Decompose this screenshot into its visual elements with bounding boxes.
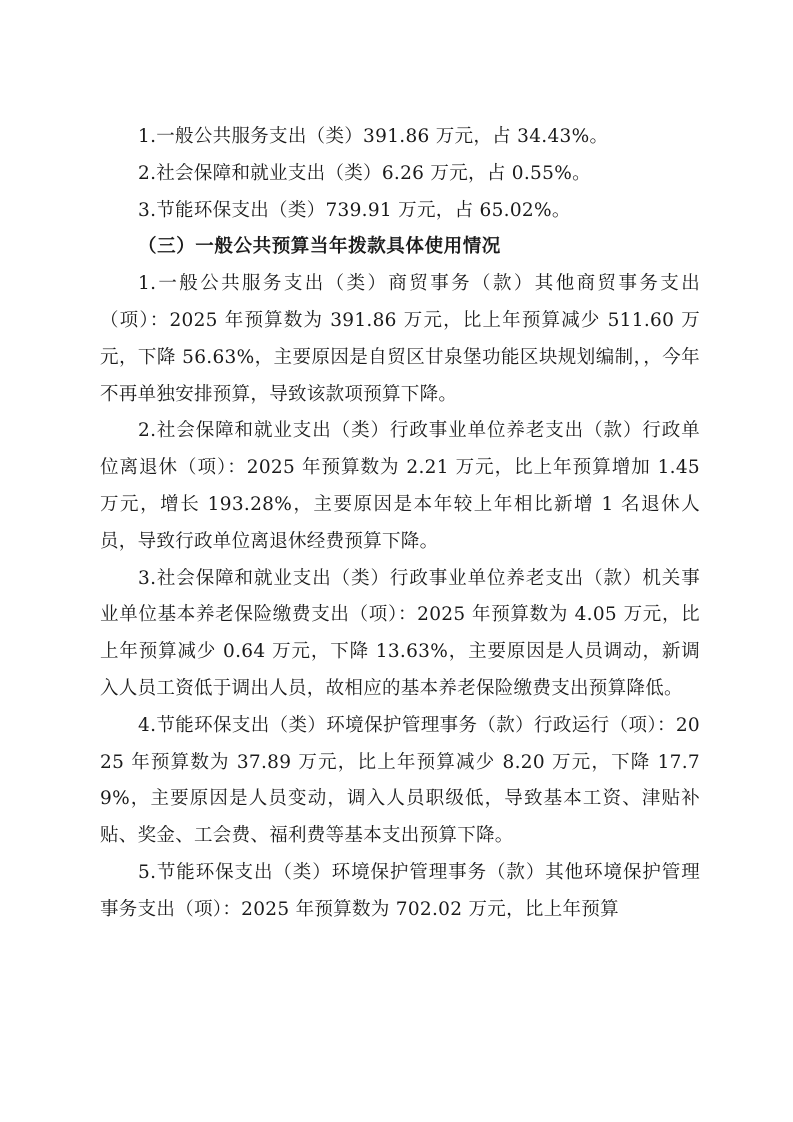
summary-item-social-security: 2.社会保障和就业支出（类）6.26 万元，占 0.55%。 xyxy=(138,162,591,184)
detail-paragraph-1: 1.一般公共服务支出（类）商贸事务（款）其他商贸事务支出（项）：2025 年预算数为 391.86 万元，比上年预算减少 511.60 万元，下降 56.63%，主要原因是自贸区甘泉堡功能区块规划编制，，今年不再单独安排预算，导致该款项预算下降。 xyxy=(100,273,700,405)
detail-paragraph-4: 4.节能环保支出（类）环境保护管理事务（款）行政运行（项）：2025 年预算数为 37.89 万元，比上年预算减少 8.20 万元，下降 17.79%，主要原因是人员变动，调入人员职级低，导致基本工资、津贴补贴、奖金、工会费、福利费等基本支出预算下降。 xyxy=(100,714,700,847)
document-body xyxy=(100,119,700,929)
section-heading: （三）一般公共预算当年拨款具体使用情况 xyxy=(138,236,501,258)
detail-paragraph-5: 5.节能环保支出（类）环境保护管理事务（款）其他环境保护管理事务支出（项）：2025 年预算数为 702.02 万元，比上年预算 xyxy=(100,861,700,920)
detail-paragraph-2: 2.社会保障和就业支出（类）行政事业单位养老支出（款）行政单位离退休（项）：2025 年预算数为 2.21 万元，比上年预算增加 1.45 万元，增长 193.28%，主要原因是本年较上年相比新增 1 名退休人员，导致行政单位离退休经费预算下降。 xyxy=(100,420,700,552)
summary-item-energy-environment: 3.节能环保支出（类）739.91 万元，占 65.02%。 xyxy=(138,199,571,221)
summary-item-general-public-services: 1.一般公共服务支出（类）391.86 万元，占 34.43%。 xyxy=(138,126,609,147)
detail-paragraph-3: 3.社会保障和就业支出（类）行政事业单位养老支出（款）机关事业单位基本养老保险缴费支出（项）：2025 年预算数为 4.05 万元，比上年预算减少 0.64 万元，下降 13.63%，主要原因是人员调动，新调入人员工资低于调出人员，故相应的基本养老保险缴费支出预算降低。 xyxy=(100,567,700,699)
